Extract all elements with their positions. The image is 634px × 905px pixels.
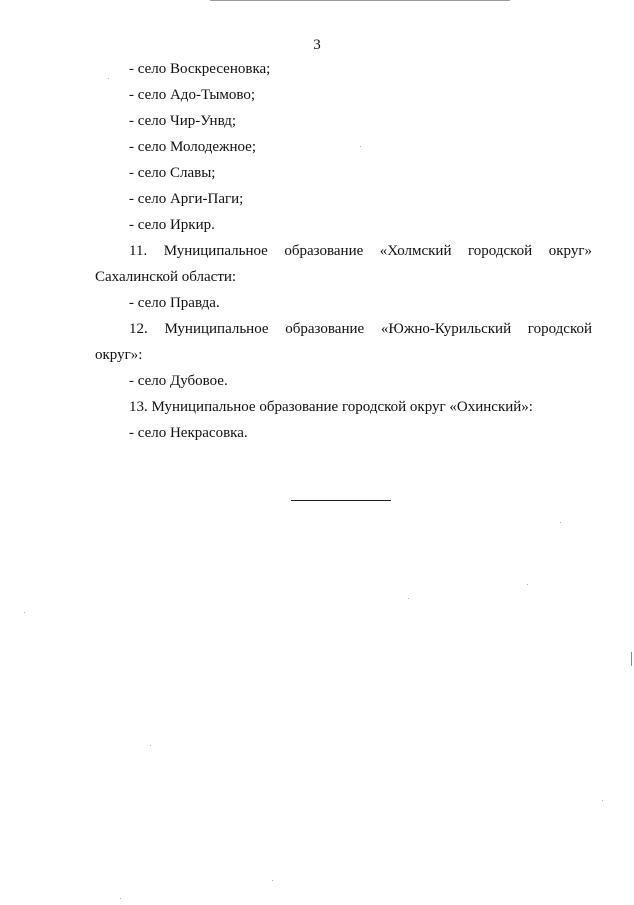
section-11-continuation: Сахалинской области:: [95, 269, 237, 285]
section-12-heading: 12. Муниципальное образование «Южно-Курильский городской: [129, 321, 592, 337]
scan-speck: [602, 800, 603, 801]
scan-speck: [408, 598, 409, 599]
scan-edge-line: [210, 0, 510, 1]
page-number: 3: [313, 37, 321, 53]
separator-line: [291, 500, 391, 501]
scan-edge-mark: [631, 652, 632, 666]
list-item: - село Правда.: [129, 295, 220, 311]
list-item: - село Иркир.: [129, 217, 215, 233]
scan-speck: [120, 898, 121, 899]
scan-speck: [24, 612, 25, 613]
section-11-heading: 11. Муниципальное образование «Холмский городской округ»: [129, 243, 592, 259]
list-item: - село Дубовое.: [129, 373, 228, 389]
scan-speck: [272, 880, 273, 881]
list-item: - село Воскресеновка;: [129, 61, 271, 77]
scan-speck: [108, 78, 109, 79]
scan-speck: [527, 584, 528, 585]
list-item: - село Арги-Паги;: [129, 191, 244, 207]
list-item: - село Чир-Унвд;: [129, 113, 237, 129]
section-12-continuation: округ»:: [95, 347, 143, 363]
section-13-heading: 13. Муниципальное образование городской округ «Охинский»:: [129, 399, 533, 415]
scan-speck: [150, 745, 151, 746]
scan-speck: [560, 522, 561, 523]
list-item: - село Молодежное;: [129, 139, 256, 155]
scan-speck: [360, 146, 361, 147]
list-item: - село Адо-Тымово;: [129, 87, 256, 103]
list-item: - село Некрасовка.: [129, 425, 248, 441]
list-item: - село Славы;: [129, 165, 216, 181]
